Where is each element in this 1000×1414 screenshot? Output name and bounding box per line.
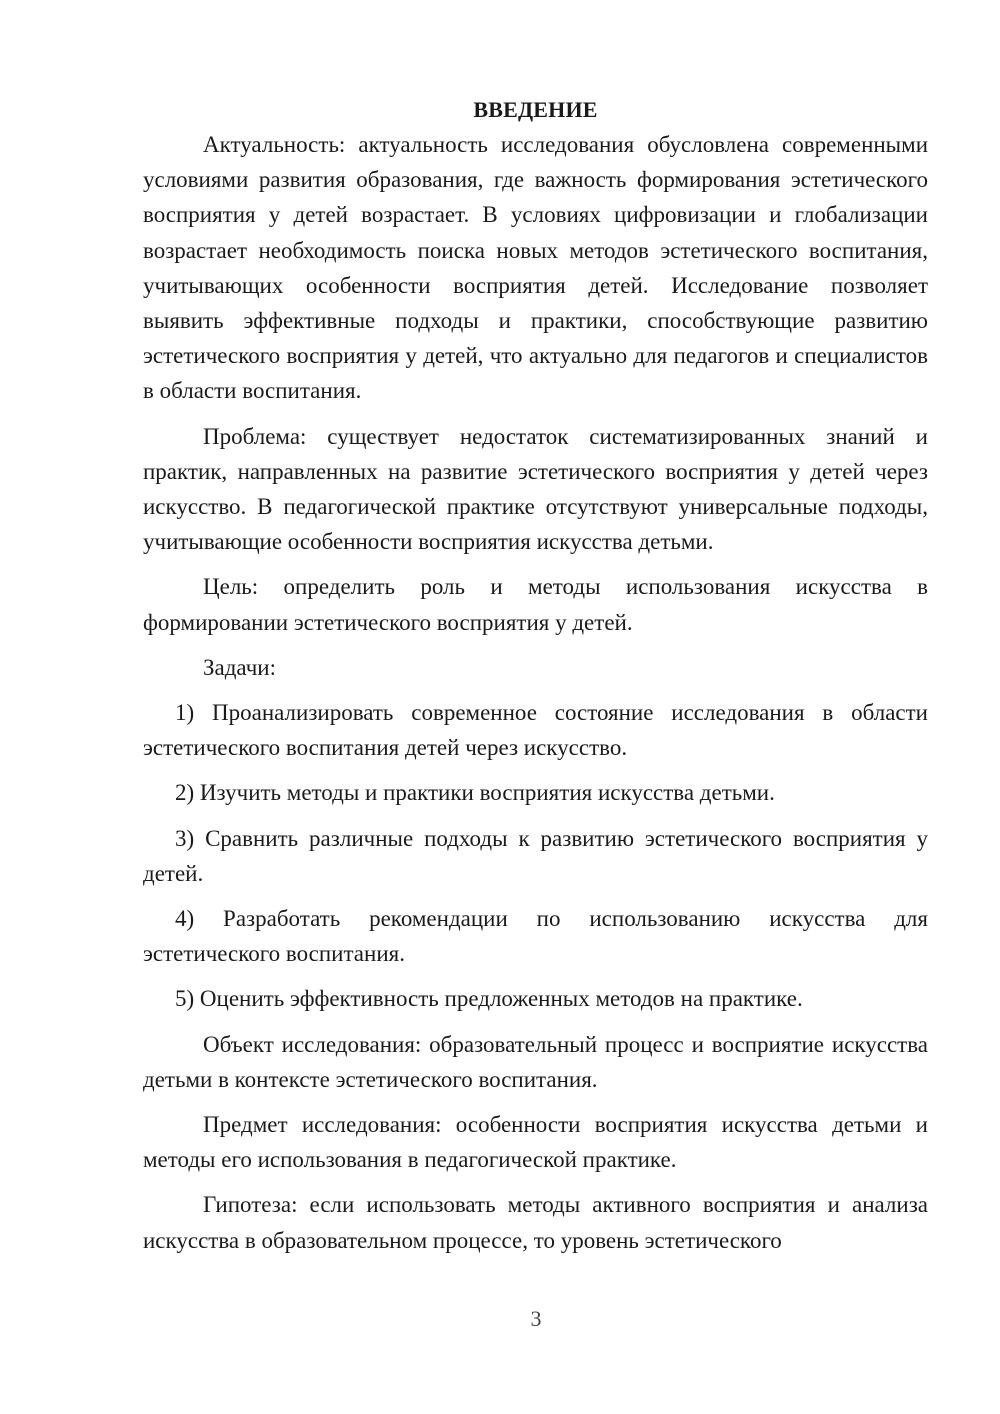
task-item: 5) Оценить эффективность предложенных методов на практике. [175, 986, 803, 1012]
page-title: ВВЕДЕНИЕ [473, 97, 598, 122]
task-item: 2) Изучить методы и практики восприятия искусства детьми. [175, 780, 775, 806]
task-item: 4) Разработать рекомендации по использованию искусства для эстетического воспитания. [143, 906, 928, 967]
subject-paragraph: Предмет исследования: особенности восприятия искусства детьми и методы его использования в педагогической практике. [143, 1112, 928, 1173]
tasks-label: Задачи: [203, 654, 276, 680]
relevance-paragraph: Актуальность: актуальность исследования обусловлена современными условиями развития образования, где важность формирования эстетического восприятия у детей возрастает. В условиях цифровизации и глобализации возрастает необходимость поиска новых методов эстетического воспитания, учитывающих особенности восприятия детей. Исследование позволяет выявить эффективные подходы и практики, способствующие развитию эстетического восприятия у детей, что актуально для педагогов и специалистов в области воспитания. [143, 132, 928, 404]
goal-paragraph: Цель: определить роль и методы использования искусства в формировании эстетического восприятия у детей. [143, 574, 928, 635]
task-item: 3) Сравнить различные подходы к развитию эстетического восприятия у детей. [143, 825, 928, 886]
problem-paragraph: Проблема: существует недостаток систематизированных знаний и практик, направленных на развитие эстетического восприятия у детей через искусство. В педагогической практике отсутствуют универсальные подходы, учитывающие особенности восприятия искусства детьми. [143, 423, 928, 555]
task-item: 1) Проанализировать современное состояние исследования в области эстетического воспитания детей через искусство. [143, 700, 928, 761]
tasks-list [143, 695, 928, 1017]
hypothesis-paragraph: Гипотеза: если использовать методы активного восприятия и анализа искусства в образовательном процессе, то уровень эстетического [143, 1192, 928, 1253]
document-page [143, 92, 928, 1258]
object-paragraph: Объект исследования: образовательный процесс и восприятие искусства детьми в контексте эстетического воспитания. [143, 1031, 928, 1092]
page-number: 3 [530, 1306, 542, 1331]
